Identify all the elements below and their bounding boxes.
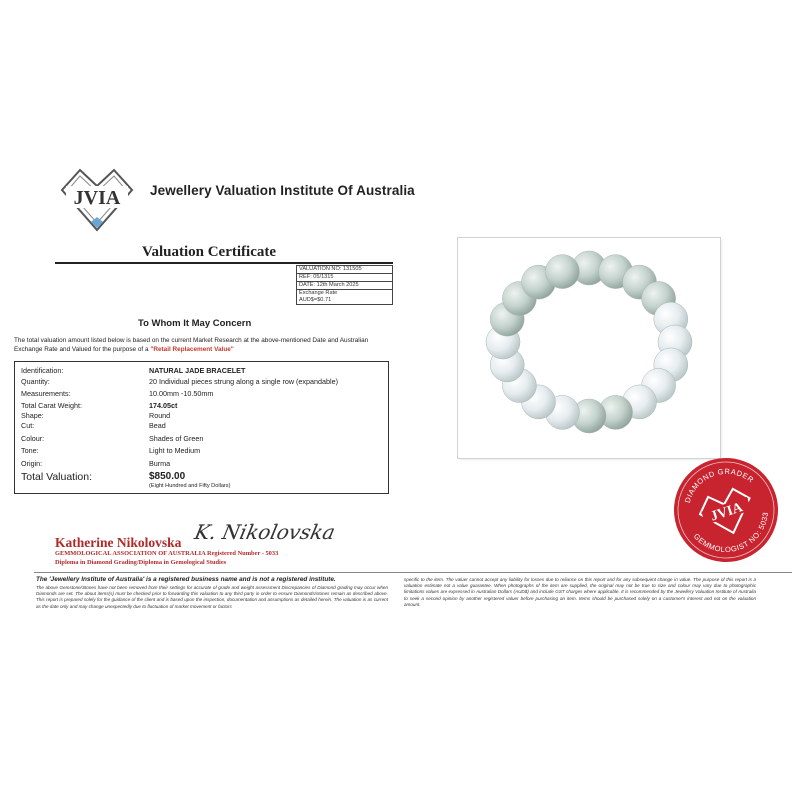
total-valuation-words: (Eight Hundred and Fifty Dollars) — [149, 483, 231, 489]
diploma-line: Diploma in Diamond Grading/Diploma in Gemological Studies — [55, 559, 227, 566]
colour-label: Colour: — [21, 434, 45, 443]
quantity-value: 20 Individual pieces strung along a single row (expandable) — [149, 377, 338, 386]
measurements-label: Measurements: — [21, 389, 71, 398]
shape-label: Shape: — [21, 411, 44, 420]
origin-label: Origin: — [21, 459, 43, 468]
disclaimer-divider — [34, 572, 792, 573]
valuer-name: Katherine Nikolovska — [55, 535, 182, 550]
disclaimer-heading: The 'Jewellery Institute of Australia' is a registered business name and is not a registered institute. — [36, 576, 336, 583]
shape-value: Round — [149, 411, 171, 420]
bracelet-photo-frame — [458, 238, 720, 458]
salutation: To Whom It May Concern — [138, 318, 252, 329]
seal-top-text: DIAMOND GRADER — [682, 466, 756, 504]
valuation-date: DATE: 12th March 2025 — [297, 282, 392, 290]
measurements-value: 10.00mm -10.50mm — [149, 389, 214, 398]
disclaimer-right: specific to the item. The valuer cannot accept any liability for losses due to reliance on this report and for any subsequent change in value. The purpose of this report is a valuation estimate not a value guarantee. When photographs of the item are supplied, the original may not be true to size and colour may vary due to photographic limitations values are expressed in Australian Dollars (AUD$) and include GST charges where applicable. It is recommended by the Jewellery Valuation Institute of Australia to seek a second opinion by another registered valuer before purchasing an item. Items should be purchased solely on a customer's interest and not on the valuation amount. — [404, 577, 756, 607]
identification-label: Identification: — [21, 366, 64, 375]
gemmological-registration: GEMMOLOGICAL ASSOCIATION OF AUSTRALIA Registered Number - 5033 — [55, 550, 279, 557]
intro-text: The total valuation amount listed below is based on the current Market Research at the above-mentioned Date and Australian Exchange Rate and Valued for the purpose of a — [14, 337, 369, 353]
quantity-label: Quantity: — [21, 377, 50, 386]
total-valuation-label: Total Valuation: — [21, 471, 93, 483]
seal-bottom-text: GEMMOLOGIST NO: 5033 — [691, 511, 770, 555]
diamond-grader-seal — [666, 450, 786, 570]
exchange-label: Exchange Rate — [299, 290, 338, 296]
identification-value: NATURAL JADE BRACELET — [149, 366, 246, 375]
jade-bracelet-image — [458, 238, 720, 458]
exchange-rate — [297, 290, 392, 304]
details-table — [14, 361, 389, 494]
total-valuation-value: $850.00 — [149, 471, 186, 482]
disclaimer-left: The above Gemstone/Stones have not been removed from their settings for accurate of grade and weight assessment Discrepancies of Diamond grading may occur when Diamonds are set. The about items(s) must be checked prior to forwarding this valuation to any third party in order to ensure Diamonds/stones remain as described above. This report is prepared solely for the guidance of the client and is based upon the inspection, documentation and assumptions as detailed herein. The valuation is as current as the date only and may change unexpectedly due to fluctuation of market movement or factors — [36, 585, 388, 609]
colour-value: Shades of Green — [149, 434, 204, 443]
logo-text: JVIA — [73, 187, 121, 209]
origin-value: Burma — [149, 459, 171, 468]
cut-label: Cut: — [21, 421, 35, 430]
institute-name: Jewellery Valuation Institute Of Australia — [150, 183, 415, 198]
intro-highlight: "Retail Replacement Value" — [150, 346, 234, 353]
seal-center-text: JVIA — [708, 500, 745, 525]
cut-value: Bead — [149, 421, 166, 430]
carat-value: 174.05ct — [149, 401, 178, 410]
reference-number: REF: 05/1315 — [297, 274, 392, 282]
reference-box — [296, 265, 393, 305]
jvia-logo — [58, 164, 136, 234]
valuation-number: VALUATION NO: 131505 — [297, 266, 392, 274]
tone-value: Light to Medium — [149, 446, 201, 455]
carat-label: Total Carat Weight: — [21, 401, 82, 410]
valuer-signature: K. Nikolovska — [192, 520, 338, 544]
tone-label: Tone: — [21, 446, 39, 455]
exchange-value: AUD$=$0.71 — [299, 297, 332, 303]
intro-paragraph — [14, 336, 394, 354]
title-divider — [55, 262, 393, 264]
jade-bead — [545, 255, 579, 289]
certificate-title: Valuation Certificate — [142, 244, 277, 260]
